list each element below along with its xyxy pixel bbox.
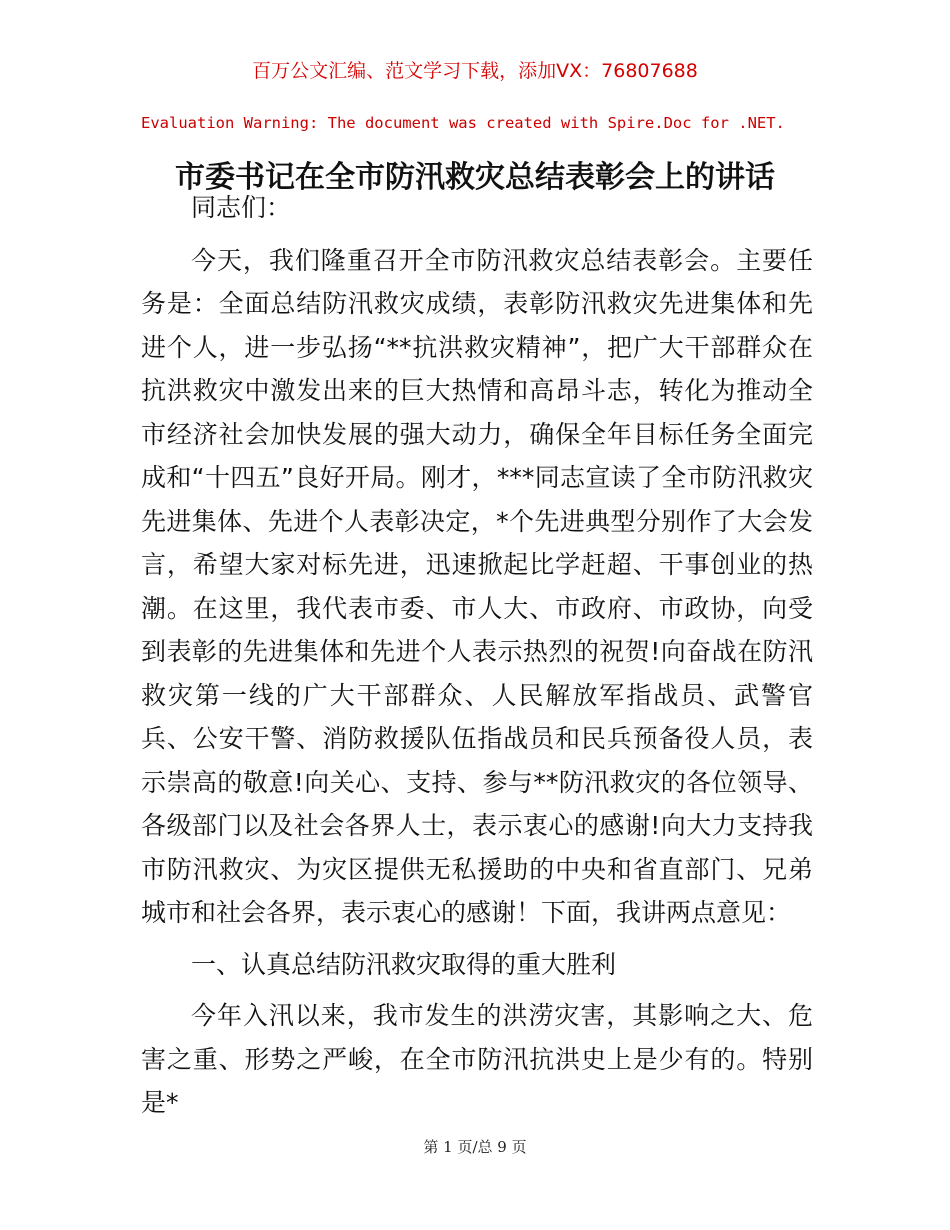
evaluation-warning: Evaluation Warning: The document was created with Spire.Doc for .NET. [141,114,785,132]
salutation: 同志们： [191,193,292,222]
header-banner: 百万公文汇编、范文学习下载，添加VX：76807688 [252,60,698,82]
page-indicator: 第 1 页/总 9 页 [423,1138,527,1156]
paragraph: 今年入汛以来，我市发生的洪涝灾害，其影响之大、危害之重、形势之严峻，在全市防汛抗洪史上是少有的。特别是* [141,1001,813,1117]
paragraph: 今天，我们隆重召开全市防汛救灾总结表彰会。主要任务是：全面总结防汛救灾成绩，表彰防汛救灾先进集体和先进个人，进一步弘扬“**抗洪救灾精神”，把广大干部群众在抗洪救灾中激发出来的巨大热情和高昂斗志，转化为推动全市经济社会加快发展的强大动力，确保全年目标任务全面完成和“十四五”良好开局。刚才，***同志宣读了全市防汛救灾先进集体、先进个人表彰决定，*个先进典型分别作了大会发言，希望大家对标先进，迅速掀起比学赶超、干事创业的热潮。在这里，我代表市委、市人大、市政府、市政协，向受到表彰的先进集体和先进个人表示热烈的祝贺!向奋战在防汛救灾第一线的广大干部群众、人民解放军指战员、武警官兵、公安干警、消防救援队伍指战员和民兵预备役人员，表示崇高的敬意!向关心、支持、参与**防汛救灾的各位领导、各级部门以及社会各界人士，表示衷心的感谢!向大力支持我市防汛救灾、为灾区提供无私援助的中央和省直部门、兄弟城市和社会各界，表示衷心的感谢！下面，我讲两点意见： [141,245,813,927]
document-title: 市委书记在全市防汛救灾总结表彰会上的讲话 [175,160,775,195]
document-body [141,186,813,1133]
section-heading: 一、认真总结防汛救灾取得的重大胜利 [191,949,617,979]
